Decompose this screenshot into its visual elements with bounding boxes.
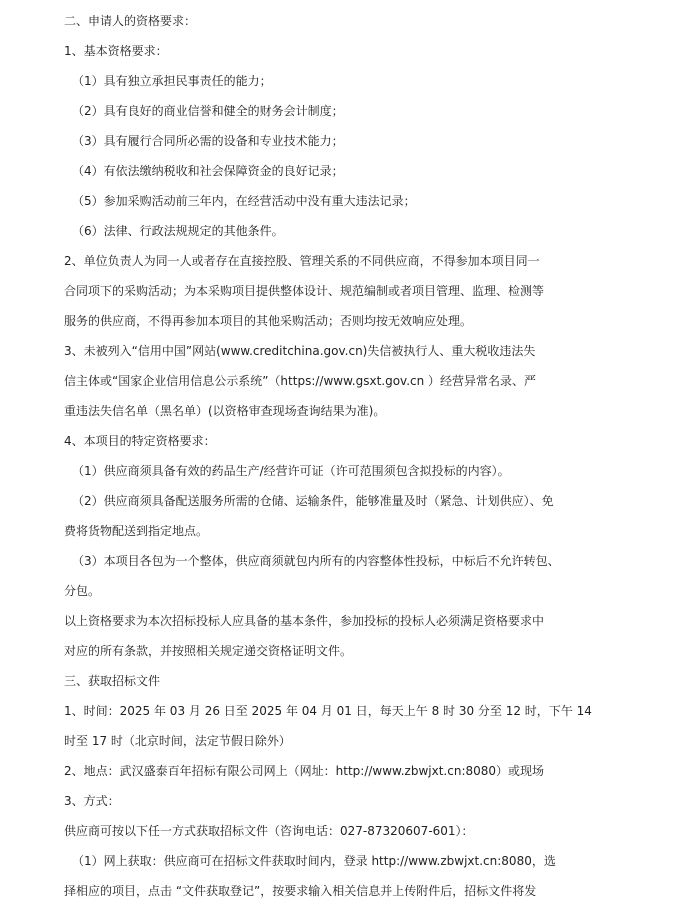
requirement-item-6: （6）法律、行政法规规定的其他条件。 [72, 224, 284, 238]
paragraph-line: 2、单位负责人为同一人或者存在直接控股、管理关系的不同供应商，不得参加本项目同一 [64, 254, 540, 268]
specific-item-2: （2）供应商须具备配送服务所需的仓储、运输条件，能够准量及时（紧急、计划供应）、免 [72, 494, 554, 508]
paragraph-line: 1、时间：2025 年 03 月 26 日至 2025 年 04 月 01 日，每天上午 8 时 30 分至 12 时，下午 14 [64, 704, 592, 718]
requirement-item-1: （1）具有独立承担民事责任的能力； [72, 74, 272, 88]
requirement-item-4: （4）有依法缴纳税收和社会保障资金的良好记录； [72, 164, 344, 178]
heading-obtain-documents: 三、获取招标文件 [64, 674, 161, 688]
paragraph-line: 供应商可按以下任一方式获取招标文件（咨询电话：027-87320607-601）： [64, 824, 474, 838]
paragraph-line: 3、未被列入“信用中国”网站(www.creditchina.gov.cn)失信被执行人、重大税收违法失 [64, 344, 536, 358]
paragraph-line: 合同项下的采购活动；为本采购项目提供整体设计、规范编制或者项目管理、监理、检测等 [64, 284, 545, 298]
requirement-item-3: （3）具有履行合同所必需的设备和专业技术能力； [72, 134, 344, 148]
paragraph-line: 服务的供应商，不得再参加本项目的其他采购活动；否则均按无效响应处理。 [64, 314, 473, 328]
paragraph-line: 以上资格要求为本次招标投标人应具备的基本条件，参加投标的投标人必须满足资格要求中 [64, 614, 545, 628]
method-item-1: （1）网上获取：供应商可在招标文件获取时间内，登录 http://www.zbwjxt.cn:8080，选 [72, 854, 556, 868]
paragraph-line: 时至 17 时（北京时间，法定节假日除外） [64, 734, 291, 748]
subheading-basic-requirements: 1、基本资格要求： [64, 44, 168, 58]
subheading-specific-requirements: 4、本项目的特定资格要求： [64, 434, 216, 448]
paragraph-line: 信主体或“国家企业信用信息公示系统”（https://www.gsxt.gov.cn ）经营异常名录、严 [64, 374, 537, 388]
paragraph-line: 重违法失信名单（黑名单）(以资格审查现场查询结果为准)。 [64, 404, 386, 418]
requirement-item-5: （5）参加采购活动前三年内，在经营活动中没有重大违法记录； [72, 194, 416, 208]
specific-item-3: （3）本项目各包为一个整体，供应商须就包内所有的内容整体性投标，中标后不允许转包、 [72, 554, 560, 568]
paragraph-line: 择相应的项目，点击 “文件获取登记”，按要求输入相关信息并上传附件后，招标文件将发 [64, 884, 537, 898]
paragraph-line: 费将货物配送到指定地点。 [64, 524, 209, 538]
requirement-item-2: （2）具有良好的商业信誉和健全的财务会计制度； [72, 104, 344, 118]
specific-item-1: （1）供应商须具备有效的药品生产/经营许可证（许可范围须包含拟投标的内容）。 [72, 464, 510, 478]
paragraph-line: 对应的所有条款，并按照相关规定递交资格证明文件。 [64, 644, 353, 658]
paragraph-line: 分包。 [64, 584, 101, 598]
paragraph-line: 2、地点：武汉盛泰百年招标有限公司网上（网址：http://www.zbwjxt.cn:8080）或现场 [64, 764, 545, 778]
subheading-method: 3、方式： [64, 794, 120, 808]
heading-applicant-requirements: 二、申请人的资格要求： [64, 14, 197, 28]
